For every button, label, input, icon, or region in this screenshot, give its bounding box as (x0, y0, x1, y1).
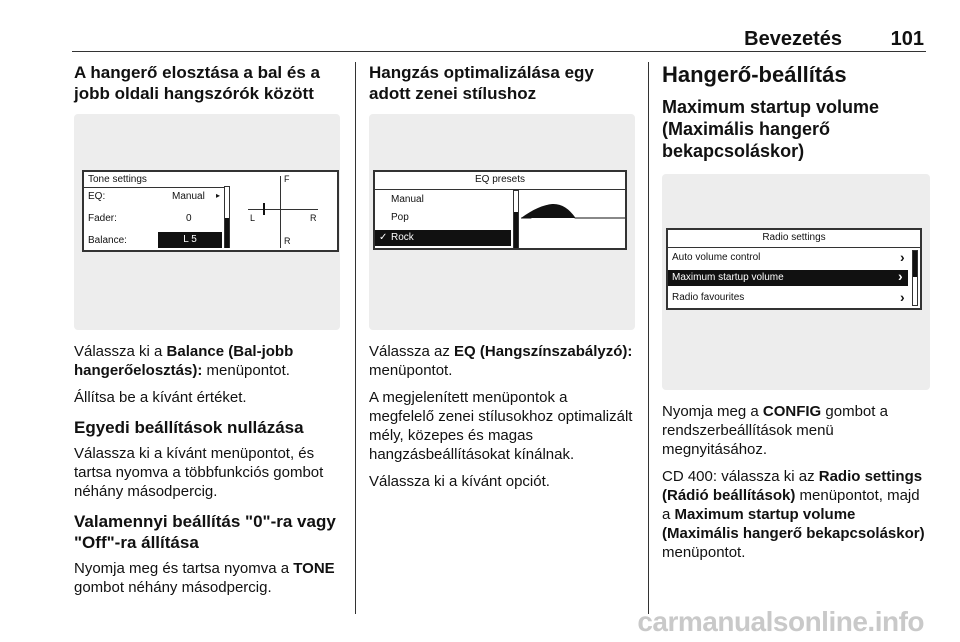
eq-presets-screen (373, 170, 627, 250)
column-divider (648, 62, 649, 614)
instruction-config: Nyomja meg a CONFIG gombot a rendszerbeállítások menü megnyitásához. (662, 403, 888, 458)
tone-settings-screen (82, 170, 339, 252)
chevron-right-icon: › (900, 289, 905, 305)
subheading-max-startup: Maximum startup volume (Maximális hangerő bekapcsoláskor) (662, 97, 880, 161)
checkmark-icon: ✓ (379, 232, 388, 243)
right-label: R (310, 213, 317, 223)
eq-description: A megjelenített menüpontok a megfelelő zenei stílusokhoz optimalizált mély, közepes és magas hangzásbeállításokat kínálnak. (369, 389, 633, 463)
instruction-select-option: Válassza ki a kívánt opciót. (369, 473, 550, 490)
preset-rock-selected: ✓ Rock (375, 230, 511, 246)
column-volume (662, 62, 930, 562)
section-heading-balance: A hangerő elosztása a bal és a jobb oldali hangszórók között (74, 63, 320, 103)
preset-manual: Manual (391, 194, 424, 205)
radio-settings-figure (662, 174, 930, 390)
left-label: L (250, 213, 256, 223)
rear-label: R (284, 236, 291, 246)
column-divider (355, 62, 356, 614)
column-eq (369, 62, 635, 491)
column-balance (74, 62, 340, 597)
screen-title: Tone settings (88, 174, 147, 185)
fader-value: 0 (186, 213, 192, 224)
tone-settings-figure (74, 114, 340, 330)
chevron-right-icon: › (898, 268, 903, 284)
instruction-set-value: Állítsa be a kívánt értéket. (74, 389, 247, 406)
screen-title: Radio settings (762, 232, 826, 243)
instruction-balance: Válassza ki a Balance (Bal-jobb hangerőelosztás): menüpontot. (74, 343, 294, 379)
screen-title: EQ presets (474, 174, 526, 185)
page-header (72, 0, 926, 52)
balance-horizontal-axis (248, 209, 318, 210)
section-title: Bevezetés (744, 28, 842, 50)
eq-label: EQ: (88, 191, 106, 202)
section-heading-volume: Hangerő-beállítás (662, 62, 847, 87)
balance-value: L 5 (158, 232, 222, 248)
eq-value: Manual (172, 191, 205, 202)
eq-presets-figure (369, 114, 635, 330)
eq-curve-graph (521, 190, 625, 248)
front-label: F (284, 174, 290, 184)
chevron-right-icon: › (900, 249, 905, 265)
instruction-cd400: CD 400: válassza ki az Radio settings (Rádió beállítások) menüpontot, majd a Maximum startup volume (Maximális hangerő bekapcsoláskor) menüpontot. (662, 468, 925, 561)
menu-auto-volume: Auto volume control (672, 252, 761, 263)
instruction-eq: Válassza az EQ (Hangszínszabályzó): menüpontot. (369, 343, 633, 379)
instruction-reset: Válassza ki a kívánt menüpontot, és tartsa nyomva a többfunkciós gombot néhány másodpercig. (74, 445, 324, 500)
menu-max-startup-volume-selected: Maximum startup volume › (668, 270, 908, 286)
preset-pop: Pop (391, 212, 409, 223)
watermark: carmanualsonline.info (637, 606, 924, 637)
arrow-right-icon: ▸ (216, 191, 221, 200)
balance-marker (263, 203, 265, 215)
section-heading-eq: Hangzás optimalizálása egy adott zenei stílushoz (369, 63, 594, 103)
fader-label: Fader: (88, 213, 117, 224)
page-number: 101 (890, 28, 924, 50)
section-heading-reset-all: Valamennyi beállítás "0"-ra vagy "Off"-ra állítása (74, 512, 336, 552)
balance-label: Balance: (88, 235, 127, 246)
balance-vertical-axis (280, 176, 281, 248)
menu-radio-favourites: Radio favourites (672, 292, 745, 303)
instruction-reset-all: Nyomja meg és tartsa nyomva a TONE gombot néhány másodpercig. (74, 560, 335, 596)
section-heading-reset: Egyedi beállítások nullázása (74, 418, 304, 437)
radio-settings-screen (666, 228, 922, 310)
